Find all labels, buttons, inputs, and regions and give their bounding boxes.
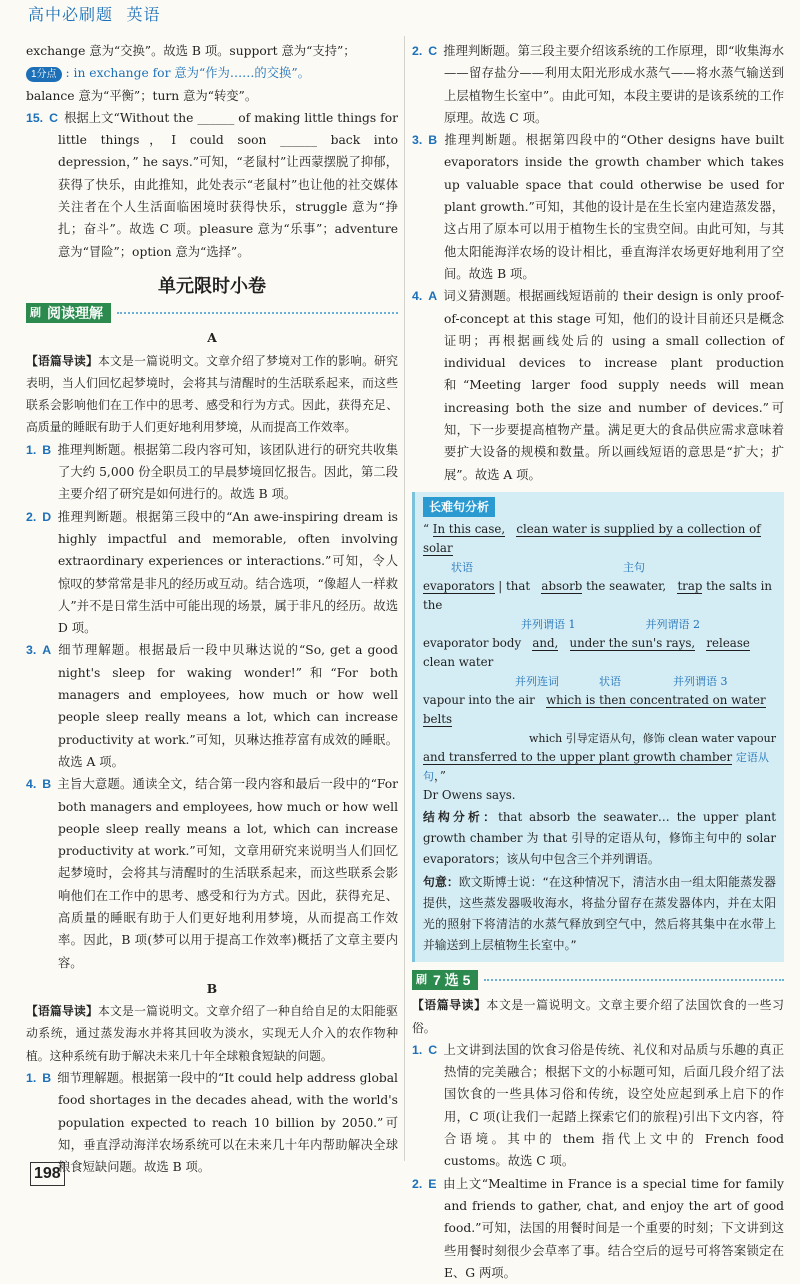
sentence-line [423,691,776,729]
note: 并列谓语 3 [673,675,728,689]
segment: under the sun's rays, [569,636,696,651]
lead-text: 本文是一篇说明文。文章主要介绍了法国饮食的一些习俗。 [412,998,784,1035]
right-column [412,40,784,1284]
item-explanation: 上文讲到法国的饮食习俗是传统、礼仪和对品质与乐趣的真正热情的完美融合；根据下文的小标题可知，后面几段介绍了法国饮食的一些具体习俗和传统，设空处应起到承上启下的作用，C 项(让我们一起踏上探索它们的旅程)引出下文内容，符合语境。其中的 them 指代上文中的 French food customs。故选 C 项。 [443,1042,784,1169]
note: which 引导定语从句，修饰 clean water vapour [528,732,776,746]
item-explanation: 推理判断题。根据第二段内容可知，该团队进行的研究共收集了大约 5,000 份全职员工的早晨梦境回忆报告。因此，第二段主要介绍了研究是如何进行的。故选 B 项。 [57,442,398,502]
segment: evaporator body [423,636,522,651]
item-explanation: 细节理解题。根据最后一段中贝琳达说的“So, get a good night's sleep for waking wonder!”和“For both managers and employees, how much or how well people sleep really means a lot, which can increase productivity at work.”可知，贝琳达推荐富有成效的睡眠。故选 A 项。 [57,643,398,769]
sentence-meaning [423,872,776,956]
section-label: 阅读理解 [45,303,111,323]
answer-item [412,129,784,285]
passage-a-lead [26,350,398,439]
item-explanation: 词义猜测题。根据画线短语前的 their design is only proof-of-concept at this stage 可知，他们的设计目前还只是概念证明；再根据画线处后的 using a small collection of individual devices to increase plant production 和“Meeting larger food supply needs will mean increasing both the size and number of devices.”可知，下一步要提高植物产量。满足更大的食品供应需求意味着要扩大设备的规模和数量。所以画线短语的意思是“扩大；扩展”。故选 A 项。 [443,289,784,482]
note: 并列谓语 1 [521,618,576,632]
segment: which is then concentrated on water belts [423,693,766,727]
section-badge: 刷 [412,970,431,990]
sentence-analysis-box [412,492,784,962]
item-explanation: 推理判断题。根据第四段中的“Other designs have built evaporators inside the growth chamber which takes up valuable space that could otherwise be used for plant growth.”可知，其他的设计是在生长室内建造蒸发器，这占用了原本可以用于植物生长的宝贵空间。由此可知，与其他太阳能海洋农场的设计相比，垂直海洋农场更好地利用了空间。故选 B 项。 [443,133,784,281]
segment: clean water [423,655,494,670]
segment: the seawater, [586,579,667,594]
section-7-choose-5 [412,970,784,990]
page-number: 198 [30,1162,65,1186]
note-line [423,615,776,634]
segment: In this case, [432,522,506,537]
meaning-text: 欧文斯博士说：“在这种情况下，清洁水由一组太阳能蒸发器提供，这些蒸发器吸收海水，将盐分留存在蒸发器体内，并在太阳光的照射下将清洁的水蒸气释放到空气中，然后将其集中在水带上并输送到上层植物生长室中。” [423,875,776,953]
note: 主句 [623,561,645,575]
section-label: 7 选 5 [431,970,478,990]
segment: clean water is supplied by a collection of solar [423,522,761,556]
page-header [28,2,168,25]
item-number: 1. [26,1071,37,1086]
note: 状语 [599,675,621,689]
lead-tag: 【语篇导读】 [26,1004,99,1019]
answer-item [412,285,784,486]
tip-badge: 1分点 [26,67,62,82]
passage-b-lead [26,1000,398,1067]
sentence-line [423,634,776,672]
structure-text: that absorb the seawater… the upper plant growth chamber 为 that 引导的定语从句，修饰主句中的 solar evaporators；该从句中包含三个并列谓语。 [423,810,776,867]
item-number: 1. [412,1042,423,1057]
answer-item [26,439,398,506]
item-answer: C [428,1042,438,1057]
passage-b-answers [26,1067,398,1178]
prev-answer-end: balance 意为“平衡”；turn 意为“转变”。 [26,88,258,103]
tip-text: : in exchange for 意为“作为……的交换”。 [65,66,310,81]
question-15 [26,107,398,263]
sentence-line: “ In this case, clean water is supplied by a collection of solar [423,522,761,556]
meaning-label: 句意： [423,875,459,890]
left-column [26,40,398,1179]
passage-b-answers-cont [412,40,784,486]
item-number: 2. [412,1176,423,1191]
segment: release [706,636,750,651]
note: 状语 [451,561,473,575]
sentence-line: evaporators | that absorb the seawater, trap the salts in the [423,579,773,613]
item-explanation: 推理判断题。根据第三段中的“An awe-inspiring dream is highly impactful and memorable, often involving extraordinary experiences or interactions.”可知，令人惊叹的梦常常是非凡的经历或互动。结合选项，“像超人一样救人”并不是日常生活中可能出现的场景，属于非凡的经历。故选 D 项。 [57,509,398,636]
prev-answer-line: exchange 意为“交换”。故选 B 项。support 意为“支持”； [26,44,356,58]
item-number: 4. [412,289,423,304]
note-line [423,729,776,748]
note-line [423,672,776,691]
item-number: 2. [412,44,423,58]
item-number: 2. [26,509,37,524]
item-number: 4. [26,777,37,792]
note-line [423,558,776,577]
section-rule [117,312,398,314]
segment: absorb [541,579,583,594]
item-explanation: 细节理解题。根据第一段中的“It could help address global food shortages in the decades ahead, with the world's population expected to reach 10 billion by 2050.”可知，垂直浮动海洋农场系统可以在未来几十年内帮助解决全球粮食短缺问题。故选 B 项。 [57,1071,398,1175]
structure-analysis [423,807,776,870]
sentence-line [423,786,776,805]
passage-b-heading: B [206,980,218,996]
segment: trap [677,579,703,594]
lead-text: 本文是一篇说明文。文章介绍了梦境对工作的影响。研究表明，当人们回忆起梦境时，会将其与清醒时的生活联系起来，而这些联系会影响他们在工作中的思考、感受和行为方式。因此，获得充足、高质量的睡眠有助于人们更好地利用梦境，从而提高工作效率。 [26,353,398,435]
tip-line [26,62,398,84]
item-answer: E [428,1176,437,1191]
item-answer: B [42,442,52,457]
segment: and, [532,636,559,651]
item-answer: A [428,289,438,304]
answer-item [412,1039,784,1173]
structure-label: 结构分析： [423,810,499,825]
lead-tag: 【语篇导读】 [26,353,99,368]
analysis-title: 长难句分析 [423,497,495,517]
q15-answer: C [49,110,58,125]
passage-c-lead [412,994,784,1039]
section-badge: 刷 [26,303,45,323]
section-reading [26,303,398,323]
item-answer: B [42,1071,52,1086]
sentence-line: and transferred to the upper plant growth chamber 定语从句，” [423,750,769,784]
answer-item [412,40,784,129]
item-explanation: 推理判断题。第三段主要介绍该系统的工作原理，即“收集海水——留存盐分——利用太阳光形成水蒸气——将水蒸气输送到上层植物生长室中”。由此可知，本段主要讲的是该系统的工作原理。故选 C 项。 [443,44,784,125]
item-answer: D [42,509,52,524]
analysis-sentence [423,520,776,805]
q15-number: 15. [26,110,44,125]
item-answer: B [428,133,438,148]
item-explanation: 由上文“Mealtime in France is a special time for family and friends to gather, chat, and enjoy the art of good food.”可知，法国的用餐时间是一个重要的时刻；下文讲到这些用餐时刻很少会草率了事。结合空后的逗号可将答案锁定在 E、G 两项。 [442,1176,784,1280]
segment: and transferred to the upper plant growth chamber [423,750,733,765]
passage-a-heading: A [207,330,217,346]
passage-c-answers [412,1039,784,1284]
answer-item [26,639,398,773]
lead-text: 本文是一篇说明文。文章介绍了一种自给自足的太阳能驱动系统，通过蒸发海水并将其回收为淡水，实现无人介入的农作物种植。这种系统有助于解决未来几十年全球粮食短缺的问题。 [26,1004,398,1063]
q15-explanation: 根据上文“Without the ______ of making little things for little things，I could soon ______ back into depression，” he says.”可知，“老鼠村”让西蒙摆脱了抑郁，获得了快乐，由此推知，此处表示“老鼠村”也让他的社交媒体关注者在个人生活面临困境时获得快乐，struggle 意为“挣扎；奋斗”。故选 C 项。pleasure 意为“乐事”；adventure 意为“冒险”；option 意为“选择”。 [58,110,398,259]
item-explanation: 主旨大意题。通读全文，结合第一段内容和最后一段中的“For both managers and employees, how much or how well people sleep really means a lot, which can increase productivity at work.”可知，文章用研究来说明当人们回忆起梦境时，会将其与清醒时的生活联系起来，而这些联系会影响他们在工作中的思考、感受和行为方式。因此，获得充足、高质量的睡眠有助于人们更好地利用梦境，从而提高工作效率。因此，B 项(梦可以用于提高工作效率)概括了文章主要内容。 [57,777,398,970]
section-rule [484,979,784,981]
segment: that [506,579,531,594]
item-answer: C [428,44,438,58]
subject-title: 英语 [126,7,161,24]
answer-item [26,1067,398,1178]
segment: evaporators [423,579,495,594]
answer-item [26,506,398,640]
answer-item [26,773,398,974]
note: 并列谓语 2 [645,618,700,632]
item-number: 1. [26,442,37,457]
segment: vapour into the air [423,693,535,708]
segment: the salts in the [423,579,773,613]
column-divider [404,36,405,1161]
item-answer: A [42,643,52,658]
note: 定语从句 [423,751,769,784]
answer-item [412,1173,784,1284]
segment: Dr Owens says. [423,788,516,803]
note: 并列连词 [515,675,559,689]
lead-tag: 【语篇导读】 [412,998,487,1013]
unit-title: 单元限时小卷 [158,275,266,296]
item-number: 3. [26,643,37,658]
book-title: 高中必刷题 [28,7,114,24]
item-answer: B [42,777,52,792]
passage-a-answers [26,439,398,974]
item-number: 3. [412,133,423,148]
